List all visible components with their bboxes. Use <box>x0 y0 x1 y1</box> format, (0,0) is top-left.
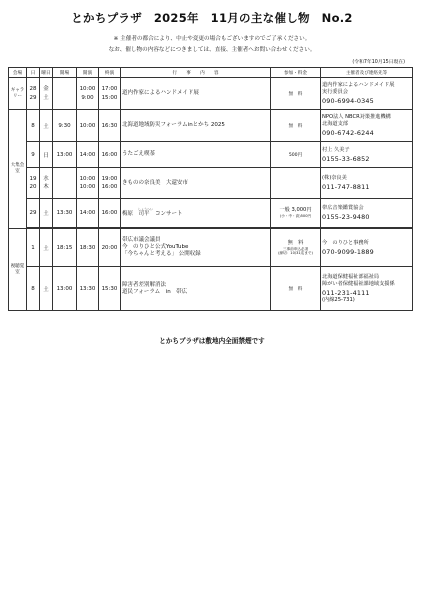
weekday-cell: 金 土 <box>40 78 53 110</box>
phone-number: 0155-33-6852 <box>322 154 370 163</box>
day-cell: 8 <box>27 267 40 311</box>
ruby-reading: しょうへい <box>138 207 154 211</box>
weekday-cell: 土 <box>40 229 53 267</box>
inquiry-note: なお、催し物の内容などにつきましては、直接、主催者へお問い合わせください。 <box>108 47 316 53</box>
organizer-cell: 今 のりひと事務所 070-9099-1889 <box>321 229 413 267</box>
start-cell: 10:00 9:00 <box>77 78 99 110</box>
venue-gallery: ギャラリー <box>9 78 27 110</box>
fee-cell: 無 料 三事前申込必須 (締切：10/31迄まで) <box>271 229 321 267</box>
open-cell <box>53 168 77 199</box>
open-cell: 18:15 <box>53 229 77 267</box>
organizer-cell: 村上 久美子 0155-33-6852 <box>321 142 413 168</box>
table-row <box>9 78 413 110</box>
header-fee: 参加・料金 <box>271 68 321 78</box>
phone-number: 011-747-8811 <box>322 183 370 191</box>
event-cell: 障害者差別解消法 道民フォーラム in 帯広 <box>121 267 271 311</box>
day-cell: 1 <box>27 229 40 267</box>
event-cell: うたごえ喫茶 <box>121 142 271 168</box>
end-cell: 20:00 <box>99 229 121 267</box>
weekday-cell: 水 木 <box>40 168 53 199</box>
event-cell: 道内作家によるハンドメイド展 <box>121 78 271 110</box>
organizer-cell: 道内作家によるハンドメイド展 実行委員会 090-6994-0345 <box>321 78 413 110</box>
open-cell: 13:00 <box>53 142 77 168</box>
start-cell: 14:00 <box>77 199 99 228</box>
table-row <box>9 168 413 199</box>
fee-cell: 500円 <box>271 142 321 168</box>
fee-cell <box>271 168 321 199</box>
day-cell: 8 <box>27 110 40 142</box>
end-cell: 16:00 <box>99 199 121 228</box>
weekday-cell: 土 <box>40 199 53 228</box>
header-end: 終演 <box>99 68 121 78</box>
start-cell: 18:30 <box>77 229 99 267</box>
venue-audiovisual: 視聴覚室 <box>9 229 27 311</box>
as-of-date: (令和7年10月15日現在) <box>352 60 405 65</box>
day-cell: 19 20 <box>27 168 40 199</box>
event-cell: しょうへい 梅原 司平 コンサート <box>121 199 271 228</box>
phone-number: 090-6994-0345 <box>322 97 374 105</box>
page-title: とかちプラザ 2025年 11月の主な催し物 No.2 <box>71 11 353 25</box>
table-row <box>9 110 413 142</box>
table-row <box>9 229 413 267</box>
no-smoking-notice: とかちプラザは敷地内全面禁煙です <box>159 337 265 345</box>
end-cell: 16:00 <box>99 142 121 168</box>
end-cell: 17:00 15:00 <box>99 78 121 110</box>
weekday-cell: 土 <box>40 267 53 311</box>
organizer-cell: 北海道保健福祉部福祉局 障がい者保健福祉課地域支援係 011-231-4111 (内線25-731) <box>321 267 413 311</box>
phone-number: 070-9099-1889 <box>322 247 374 256</box>
header-weekday: 曜日 <box>40 68 53 78</box>
header-open: 開場 <box>53 68 77 78</box>
day-cell: 9 <box>27 142 40 168</box>
phone-number: 011-231-4111 <box>322 288 370 297</box>
start-cell: 10:00 <box>77 110 99 142</box>
event-cell: 帯広市議会議員 今 のりひと公式YouTube 「今ちゃんと考える」 公開収録 <box>121 229 271 267</box>
table-row <box>9 267 413 311</box>
header-row <box>9 68 413 78</box>
fee-cell: 一般 3,000円 (小・中・高)500円 <box>271 199 321 228</box>
fee-cell: 無 料 <box>271 110 321 142</box>
start-cell: 14:00 <box>77 142 99 168</box>
fee-cell: 無 料 <box>271 78 321 110</box>
header-day: 日 <box>27 68 40 78</box>
header-start: 開演 <box>77 68 99 78</box>
open-cell: 9:30 <box>53 110 77 142</box>
header-venue: 会場 <box>9 68 27 78</box>
end-cell: 16:30 <box>99 110 121 142</box>
day-cell: 28 29 <box>27 78 40 110</box>
organizer-cell: NPO法人 NBCR対策推進機構 北海道支部 090-6742-6244 <box>321 110 413 142</box>
cancellation-note: ※ 主催者の都合により、中止や変更の場合もございますのでご了承ください。 <box>113 36 311 42</box>
events-table <box>8 67 413 311</box>
start-cell: 10:00 10:00 <box>77 168 99 199</box>
venue-hall: 大集会室 <box>9 110 27 229</box>
open-cell: 13:00 <box>53 267 77 311</box>
phone-extension: (内線25-731) <box>322 296 355 303</box>
fee-cell: 無 料 <box>271 267 321 311</box>
table-row <box>9 199 413 228</box>
open-cell: 13:30 <box>53 199 77 228</box>
event-cell: 北海道地域防災フォーラムinとかち 2025 <box>121 110 271 142</box>
day-cell: 29 <box>27 199 40 228</box>
end-cell: 15:30 <box>99 267 121 311</box>
start-cell: 13:30 <box>77 267 99 311</box>
phone-number: 0155-23-9480 <box>322 213 370 221</box>
organizer-cell: (株)奈良美 011-747-8811 <box>321 168 413 199</box>
weekday-cell: 日 <box>40 142 53 168</box>
end-cell: 19:00 16:00 <box>99 168 121 199</box>
open-cell <box>53 78 77 110</box>
table-row <box>9 142 413 168</box>
header-event: 行 事 内 容 <box>121 68 271 78</box>
header-organizer: 主催者及び連絡先等 <box>321 68 413 78</box>
organizer-cell: 帯広音楽鑑賞協会 0155-23-9480 <box>321 199 413 228</box>
event-cell: きものの奈良美 大還安市 <box>121 168 271 199</box>
weekday-cell: 土 <box>40 110 53 142</box>
phone-number: 090-6742-6244 <box>322 129 374 137</box>
